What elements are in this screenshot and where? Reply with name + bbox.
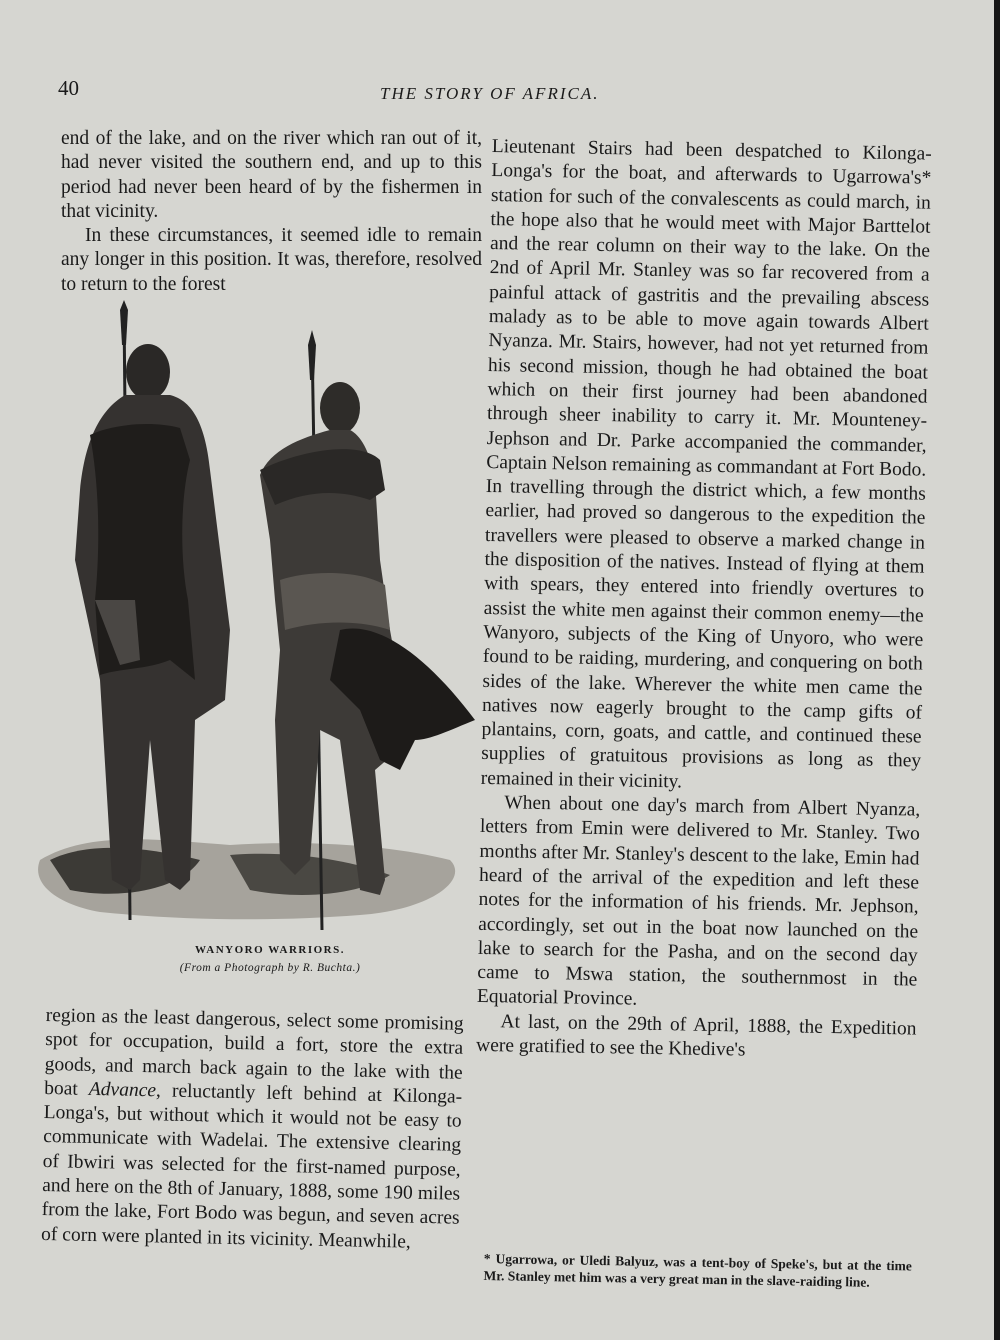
paragraph: When about one day's march from Albert Nyanza, letters from Emin were delivered to Mr. Stanley. Two months after Mr. Stanley's descent to the lake, Emin had heard of the arrival of the expedition and left these notes for the information of his friends. Mr. Jephson, accordingly, set out in the boat now launched on the lake to search for the Pasha, and on the second day came to Mswa station, the southernmost in the Equatorial Province.: [476, 792, 921, 1011]
left-column-top: [61, 127, 482, 297]
paragraph: In these circumstances, it seemed idle to remain any longer in this position. It was, therefore, resolved to return to the forest: [61, 225, 482, 295]
shield: [90, 424, 195, 680]
warriors-photograph: [30, 300, 480, 940]
paragraph: At last, on the 29th of April, 1888, the Expedition were gratified to see the Khedive's: [475, 1010, 917, 1061]
right-column: [476, 135, 932, 1066]
page-number: 40: [58, 76, 79, 100]
paragraph: end of the lake, and on the river which ran out of it, had never visited the southern end, and up to this period had never been heard of by the fishermen in that vicinity.: [61, 128, 482, 222]
left-column-bottom: [41, 1004, 464, 1256]
text-run: region as the least dangerous, select some promising spot for occupation, build a fort, store the extra goods, and march back again to the lake with the boat: [44, 1004, 464, 1100]
spear-tip: [120, 300, 128, 345]
paragraph: Lieutenant Stairs had been despatched to Kilonga-Longa's for the boat, and afterwards to Ugarrowa's* station for such of the convalescents as could march, in the hope also that he would meet with Major Barttelot and the rear column on their way to the lake. On the 2nd of April Mr. Stanley was so far recovered from a painful attack of gastritis and the prevailing abscess malady as to be able to move again towards Albert Nyanza. Mr. Stairs, however, had not yet returned from his second mission, though he had obtained the boat which on their first journey had been abandoned through sheer inability to carry it. Mr. Mounteney-Jephson and Dr. Parke accompanied the commander, Captain Nelson remaining as commandant at Fort Bodo. In travelling through the district which, a few months earlier, had proved so dangerous to the expedition the travellers were pleased to observe a marked change in the disposition of the natives. Instead of flying at them with spears, they entered into friendly overtures to assist the white men against their common enemy—the Wanyoro, subjects of the King of Unyoro, who were found to be raiding, murdering, and conquering on both sides of the lake. Wherever the white men came the natives now eagerly brought to the camp gifts of plantains, corn, goats, and cattle, and continued these supplies of gratuitous provisions as long as they remained in their vicinity.: [480, 135, 932, 793]
illustration-warriors: [30, 300, 480, 940]
caption-credit: (From a Photograph by R. Buchta.): [179, 962, 361, 974]
page-edge: [994, 0, 1000, 1340]
running-title: THE STORY OF AFRICA.: [380, 84, 600, 103]
waist-cloth: [280, 573, 390, 630]
spear-tip: [308, 330, 316, 380]
figure-caption: [100, 944, 440, 974]
text-run: , reluctantly left behind at Kilonga-Longa's, but without which it would not be easy to communicate with Wadelai. The extensive clearing of Ibwiri was selected for the first-named purpose, and here on the 8th of January, 1888, some 190 miles from the lake, Fort Bodo was begun, and seven acres of corn were planted in its vicinity. Meanwhile,: [40, 1080, 463, 1253]
boat-name: Advance: [88, 1078, 157, 1102]
caption-title: WANYORO WARRIORS.: [195, 944, 345, 956]
head: [320, 382, 360, 434]
footnote: * Ugarrowa, or Uledi Balyuz, was a tent-boy of Speke's, but at the time Mr. Stanley met him was a very great man in the slave-raiding line.: [483, 1250, 912, 1290]
paragraph: [41, 1004, 464, 1256]
head: [126, 344, 170, 400]
